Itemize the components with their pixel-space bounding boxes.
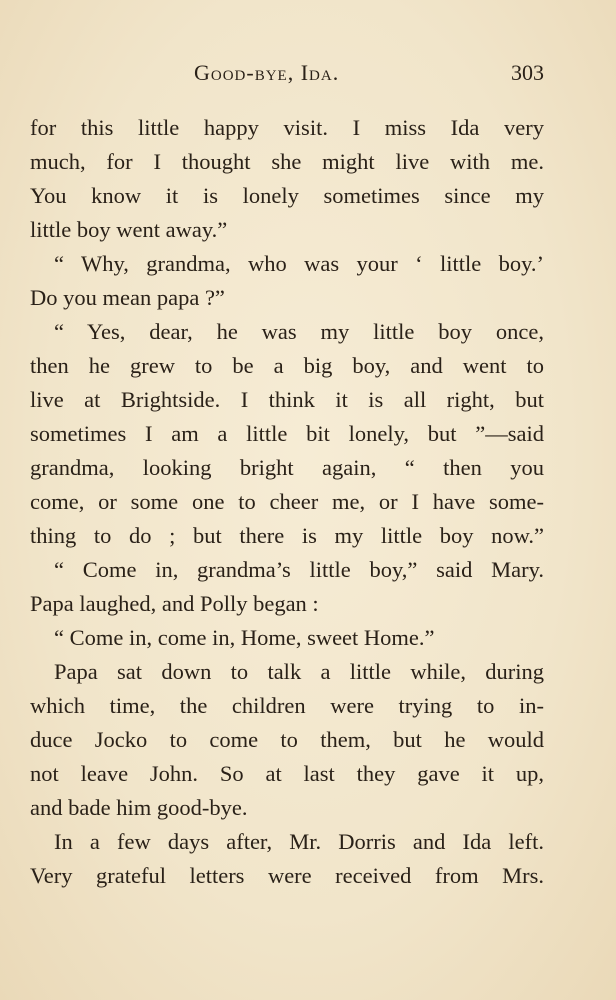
- text-line: little boy went away.”: [30, 217, 228, 242]
- text-line: Very grateful letters were received from Mrs.: [30, 863, 544, 888]
- text-line: live at Brightside. I think it is all right, but: [30, 387, 544, 412]
- text-line: sometimes I am a little bit lonely, but ”—said: [30, 421, 544, 446]
- text-line: Do you mean papa ?”: [30, 285, 225, 310]
- text-line: Papa laughed, and Polly began :: [30, 591, 319, 616]
- text-line: come, or some one to cheer me, or I have some-: [30, 489, 544, 514]
- text-line: much, for I thought she might live with me.: [30, 149, 544, 174]
- text-line: which time, the children were trying to in-: [30, 693, 544, 718]
- running-title: Good-bye, Ida.: [194, 60, 340, 85]
- text-line: not leave John. So at last they gave it up,: [30, 761, 544, 786]
- page-header: [30, 60, 544, 90]
- text-line: “ Yes, dear, he was my little boy once,: [54, 319, 544, 344]
- text-line: You know it is lonely sometimes since my: [30, 183, 544, 208]
- text-line: “ Come in, grandma’s little boy,” said Mary.: [54, 557, 544, 582]
- body-text: [30, 111, 544, 893]
- text-line: then he grew to be a big boy, and went to: [30, 353, 544, 378]
- page-number: 303: [511, 60, 544, 85]
- text-line: thing to do ; but there is my little boy now.”: [30, 523, 544, 548]
- text-line: “ Why, grandma, who was your ‘ little boy.’: [54, 251, 544, 276]
- text-line: for this little happy visit. I miss Ida very: [30, 115, 544, 140]
- text-line: duce Jocko to come to them, but he would: [30, 727, 544, 752]
- text-line: Papa sat down to talk a little while, during: [54, 659, 544, 684]
- text-line: “ Come in, come in, Home, sweet Home.”: [54, 625, 435, 650]
- text-line: In a few days after, Mr. Dorris and Ida left.: [54, 829, 544, 854]
- text-line: grandma, looking bright again, “ then you: [30, 455, 544, 480]
- text-line: and bade him good-bye.: [30, 795, 248, 820]
